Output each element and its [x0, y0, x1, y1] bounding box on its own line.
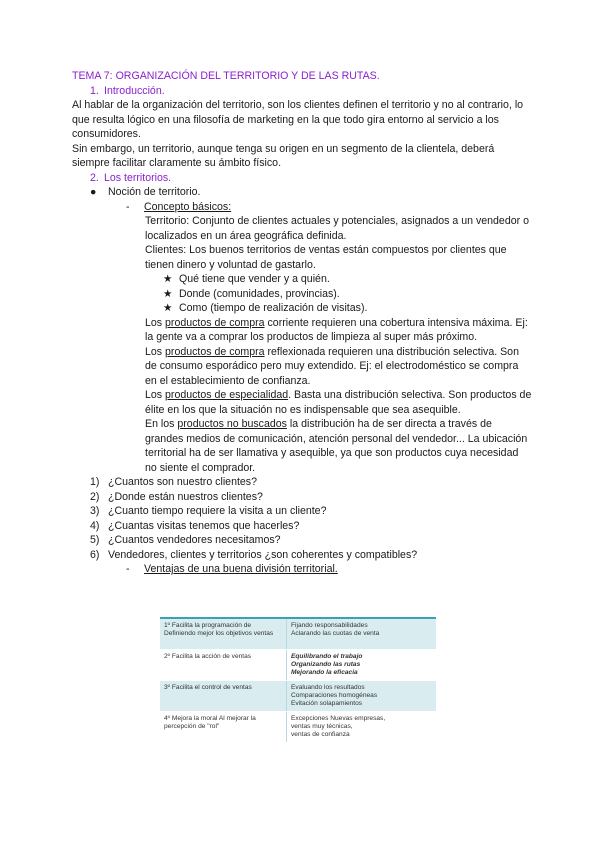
table-cell: Equilibrando el trabajo Organizando las rutas Mejorando la eficacia	[287, 650, 437, 681]
section-label: Introducción.	[104, 84, 165, 97]
para-compra-corriente: Los productos de compra corriente requieren una cobertura intensiva máxima. Ej: la gente va a comprar los productos de limpieza al super más próximo.	[145, 316, 528, 343]
table-cell: 1º Facilita la programación de Definiendo mejor los objetivos ventas	[160, 618, 287, 650]
star-icon: ★	[163, 273, 173, 285]
table-row	[160, 618, 436, 650]
question-item	[90, 490, 532, 505]
section-number: 1.	[90, 84, 99, 97]
table-row	[160, 712, 436, 743]
para-compra-reflexionada: Los productos de compra reflexionada requieren una distribución selectiva. Son de consumo esporádico pero muy extendido. Ej: el electrodoméstico se compra en el establecimiento de confianza.	[145, 345, 519, 387]
question-number: 1)	[90, 476, 100, 488]
star-icon: ★	[163, 302, 173, 314]
star-text: Qué tiene que vender y a quién.	[179, 273, 330, 285]
table-row	[160, 650, 436, 681]
intro-paragraph-2: Sin embargo, un territorio, aunque tenga su origen en un segmento de la clientela, deberá siempre facilitar claramente su ámbito físico.	[72, 142, 495, 169]
dash-marker: -	[126, 563, 130, 575]
question-item	[90, 519, 532, 534]
question-item	[90, 533, 532, 548]
para-especialidad: Los productos de especialidad. Basta una distribución selectiva. Son productos de élite en los que la situación no es indispensable que sea asequible.	[145, 389, 532, 416]
term-productos-compra: productos de compra	[165, 345, 265, 358]
concepts-heading-text: Concepto básicos:	[144, 200, 232, 213]
ventajas-heading	[126, 562, 532, 577]
star-item	[163, 272, 532, 287]
table-cell: 3º Facilita el control de ventas	[160, 681, 287, 712]
bullet-dot-icon: ●	[90, 186, 97, 198]
section-label: Los territorios.	[104, 171, 172, 184]
question-text: ¿Cuanto tiempo requiere la visita a un cliente?	[108, 505, 327, 517]
question-item	[90, 504, 532, 519]
def-clientes: Clientes: Los buenos territorios de ventas están compuestos por clientes que tienen dinero y voluntad de gastarlo.	[145, 244, 507, 271]
question-number: 6)	[90, 548, 100, 561]
table-cell: 4º Mejora la moral Al mejorar la percepción de "rol"	[160, 712, 287, 743]
table-cell: Fijando responsabilidades Aclarando las cuotas de venta	[287, 618, 437, 650]
term-productos-compra: productos de compra	[165, 316, 265, 329]
concepts-heading	[126, 200, 532, 215]
star-text: Como (tiempo de realización de visitas).	[179, 302, 368, 314]
section-introduccion	[90, 84, 532, 99]
def-territorio: Territorio: Conjunto de clientes actuales y potenciales, asignados a un vendedor o localizados en un área geográfica definida.	[145, 215, 529, 242]
section-territorios	[90, 171, 532, 186]
dash-marker: -	[126, 200, 130, 213]
question-number: 3)	[90, 505, 100, 517]
term-productos-especialidad: productos de especialidad	[165, 389, 289, 401]
question-item	[90, 475, 532, 490]
bullet-text: Noción de territorio.	[108, 186, 201, 198]
question-number: 5)	[90, 534, 100, 546]
question-text: ¿Cuantas visitas tenemos que hacerles?	[108, 519, 300, 532]
intro-paragraph-1: Al hablar de la organización del territorio, son los clientes definen el territorio y no al contrario, lo que resulta lógico en una filosofía de marketing en la que todo gira entorno al servicio a los consumidores.	[72, 99, 524, 140]
table-cell: Evaluando los resultados Comparaciones homogéneas Evitación solapamientos	[287, 681, 437, 712]
question-text: ¿Donde están nuestros clientes?	[108, 490, 263, 503]
ventajas-heading-text: Ventajas de una buena división territorial.	[144, 563, 338, 575]
question-item	[90, 548, 532, 563]
star-icon: ★	[163, 287, 173, 300]
bullet-nocion	[90, 185, 532, 200]
question-number: 2)	[90, 490, 100, 503]
question-text: ¿Cuantos son nuestro clientes?	[108, 476, 257, 488]
star-item	[163, 287, 532, 302]
page-title: TEMA 7: ORGANIZACIÓN DEL TERRITORIO Y DE LAS RUTAS.	[72, 70, 380, 82]
question-number: 4)	[90, 519, 100, 532]
star-item	[163, 301, 532, 316]
table-cell: Excepciones Nuevas empresas, ventas muy técnicas, ventas de confianza	[287, 712, 437, 743]
ventajas-table	[160, 617, 436, 743]
term-productos-no-buscados: productos no buscados	[177, 418, 287, 430]
section-number: 2.	[90, 171, 99, 184]
star-text: Donde (comunidades, provincias).	[179, 287, 340, 300]
table-row	[160, 681, 436, 712]
question-text: Vendedores, clientes y territorios ¿son coherentes y compatibles?	[108, 548, 418, 561]
para-no-buscados: En los productos no buscados la distribución ha de ser directa a través de grandes medios de comunicación, atención personal del vendedor... La ubicación territorial ha de ser llamativa y asequible, ya que son productos cuya necesidad no siente el comprador.	[145, 418, 528, 474]
table-cell: 2º Facilita la acción de ventas	[160, 650, 287, 681]
question-text: ¿Cuantos vendedores necesitamos?	[108, 534, 281, 546]
document-page	[72, 69, 532, 577]
